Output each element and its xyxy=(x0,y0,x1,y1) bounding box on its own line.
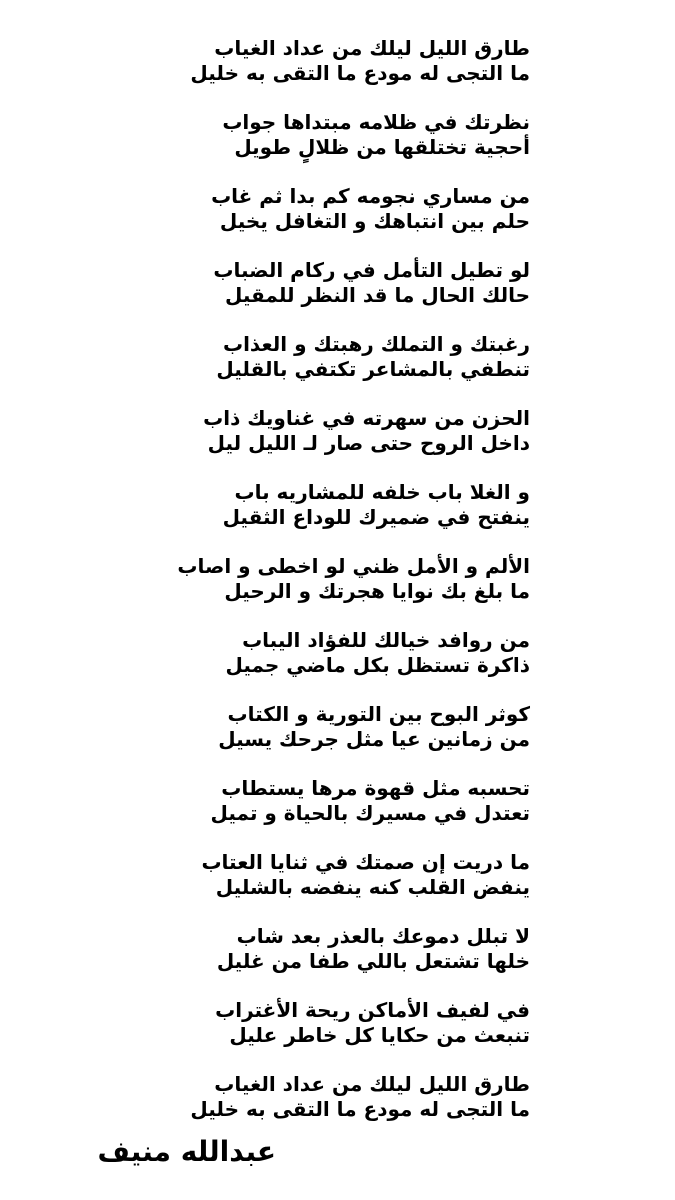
poem-line: ذاكرة تستظل بكل ماضي جميل xyxy=(225,652,530,677)
poem-line: حلم بين انتباهك و التغافل يخيل xyxy=(219,208,530,233)
poem-line: تحسبه مثل قهوة مرها يستطاب xyxy=(221,776,530,800)
poem-body xyxy=(110,36,530,1146)
poem-line: أحجية تختلقها من ظلالٍ طويل xyxy=(234,134,530,159)
poem-line: تنطفي بالمشاعر تكتفي بالقليل xyxy=(216,356,530,381)
poem-stanza xyxy=(110,406,530,455)
poem-line: الحزن من سهرته في غناويك ذاب xyxy=(203,406,530,430)
poem-line: لا تبلل دموعك بالعذر بعد شاب xyxy=(236,924,530,948)
poem-stanza xyxy=(110,776,530,825)
poem-line: ما دريت إن صمتك في ثنايا العتاب xyxy=(201,850,530,874)
poem-line: ينفض القلب كنه ينفضه بالشليل xyxy=(215,874,530,899)
poem-line: في لفيف الأماكن ريحة الأغتراب xyxy=(215,998,530,1022)
poem-stanza xyxy=(110,332,530,381)
poem-line: ما التجى له مودع ما التقى به خليل xyxy=(190,1096,530,1121)
poem-line: ما بلغ بك نوايا هجرتك و الرحيل xyxy=(224,578,530,603)
poem-line: طارق الليل ليلك من عداد الغياب xyxy=(214,1072,530,1096)
poem-line: الألم و الأمل ظني لو اخطى و اصاب xyxy=(177,554,530,578)
poem-stanza xyxy=(110,258,530,307)
poem-line: ما التجى له مودع ما التقى به خليل xyxy=(190,60,530,85)
poem-line: تنبعث من حكايا كل خاطر عليل xyxy=(229,1022,530,1047)
poem-line: و الغلا باب خلفه للمشاريه باب xyxy=(234,480,530,504)
author-signature: عبدالله منيف xyxy=(97,1135,276,1168)
poem-line: لو تطيل التأمل في ركام الضباب xyxy=(213,258,530,282)
poem-stanza xyxy=(110,480,530,529)
poem-line: تعتدل في مسيرك بالحياة و تميل xyxy=(210,800,530,825)
poem-stanza xyxy=(110,998,530,1047)
poem-stanza xyxy=(110,924,530,973)
poem-stanza xyxy=(110,702,530,751)
poem-line: رغبتك و التملك رهبتك و العذاب xyxy=(222,332,530,356)
poem-stanza xyxy=(110,628,530,677)
poem-stanza xyxy=(110,36,530,85)
poem-line: طارق الليل ليلك من عداد الغياب xyxy=(214,36,530,60)
poem-line: خلها تشتعل باللي طفا من غليل xyxy=(216,948,530,973)
poem-stanza xyxy=(110,184,530,233)
poem-line: من روافد خيالك للفؤاد اليباب xyxy=(242,628,530,652)
poem-line: كوثر البوح بين التورية و الكتاب xyxy=(227,702,530,726)
poem-line: من زمانين عيا مثل جرحك يسيل xyxy=(218,726,530,751)
poem-stanza xyxy=(110,554,530,603)
poem-stanza xyxy=(110,110,530,159)
poem-line: ينفتح في ضميرك للوداع الثقيل xyxy=(222,504,530,529)
poem-line: حالك الحال ما قد النظر للمقيل xyxy=(225,282,530,307)
poem-stanza xyxy=(110,1072,530,1121)
poem-line: نظرتك في ظلامه مبتداها جواب xyxy=(222,110,530,134)
poem-line: من مساري نجومه كم بدا ثم غاب xyxy=(211,184,530,208)
poem-line: داخل الروح حتى صار لـ الليل ليل xyxy=(207,430,530,455)
poem-stanza xyxy=(110,850,530,899)
